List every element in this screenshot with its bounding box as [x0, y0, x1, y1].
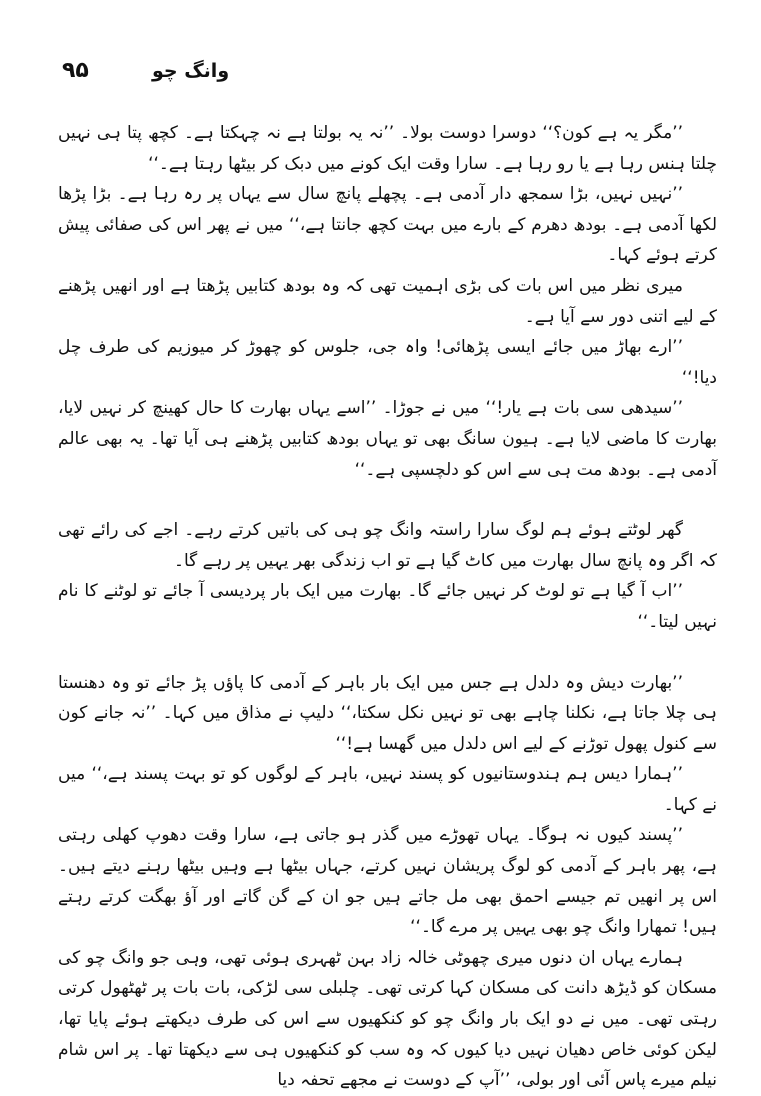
paragraph: گھر لوٹتے ہوئے ہم لوگ سارا راستہ وانگ چو ہی کی باتیں کرتے رہے۔ اجے کی رائے تھی کہ اگر وہ پانچ سال بھارت میں کاٹ گیا ہے تو اب زندگی بھر یہیں پر رہے گا۔ — [58, 520, 717, 571]
running-title: وانگ چو — [152, 60, 230, 82]
paragraph: ’’بھارت دیش وہ دلدل ہے جس میں ایک بار باہر کے آدمی کا پاؤں پڑ جائے تو وہ دھنستا ہی چلا جاتا ہے، نکلنا چاہے بھی تو نہیں نکل سکتا،‘‘ دلیپ نے مذاق میں کہا۔ ’’نہ جانے کون سے کنول پھول توڑنے کے لیے اس دلدل میں گھسا ہے!‘‘ — [58, 672, 717, 754]
paragraph: ’’مگر یہ ہے کون؟‘‘ دوسرا دوست بولا۔ ’’نہ یہ بولتا ہے نہ چہکتا ہے۔ کچھ پتا ہی نہیں چلتا ہنس رہا ہے یا رو رہا ہے۔ سارا وقت ایک کونے میں دبک کر بیٹھا رہتا ہے۔‘‘ — [58, 123, 717, 174]
paragraph: ’’سیدھی سی بات ہے یار!‘‘ میں نے جوڑا۔ ’’اسے یہاں بھارت کا حال کھینچ کر نہیں لایا، بھارت کا ماضی لایا ہے۔ ہیون سانگ بھی تو یہاں بودھ کتابیں پڑھنے ہی آیا تھا۔ یہ بھی عالم آدمی ہے۔ بودھ مت ہی سے اس کو دلچسپی ہے۔‘‘ — [58, 398, 717, 480]
page-header — [62, 58, 699, 92]
paragraph: ’’ارے بھاڑ میں جائے ایسی پڑھائی! واہ جی، جلوس کو چھوڑ کر میوزیم کی طرف چل دیا!‘‘ — [58, 337, 717, 388]
paragraph: میری نظر میں اس بات کی بڑی اہمیت تھی کہ وہ بودھ کتابیں پڑھتا ہے اور انھیں پڑھنے کے لیے اتنی دور سے آیا ہے۔ — [58, 275, 717, 327]
paragraph: ’’نہیں نہیں، بڑا سمجھ دار آدمی ہے۔ پچھلے پانچ سال سے یہاں پر رہ رہا ہے۔ بڑا پڑھا لکھا آدمی ہے۔ بودھ دھرم کے بارے میں بہت کچھ جانتا ہے،‘‘ میں نے پھر اس کی صفائی پیش کرتے ہوئے کہا۔ — [58, 184, 717, 266]
paragraph: ’’اب آ گیا ہے تو لوٹ کر نہیں جائے گا۔ بھارت میں ایک بار پردیسی آ جائے تو لوٹنے کا نام نہیں لیتا۔‘‘ — [58, 581, 717, 632]
page-number: ۹۵ — [62, 58, 89, 83]
body-text — [58, 118, 717, 1096]
paragraph: ’’ہمارا دیس ہم ہندوستانیوں کو پسند نہیں، باہر کے لوگوں کو تو بہت پسند ہے،‘‘ میں نے کہا۔ — [58, 764, 717, 815]
paragraph: ہمارے یہاں ان دنوں میری چھوٹی خالہ زاد بہن ٹھہری ہوئی تھی، وہی جو وانگ چو کی مسکان کو ڈیڑھ دانت کی مسکان کہا کرتی تھی۔ چلبلی سی لڑکی، بات بات پر ٹھٹھول کرتی رہتی تھی۔ میں نے دو ایک بار وانگ چو کو کنکھیوں سے اس کی طرف دیکھتے ہوئے پایا تھا، لیکن کوئی خاص دھیان نہیں دیا کیوں کہ وہ سب کو کنکھیوں ہی سے دیکھتا تھا۔ پر اس شام نیلم میرے پاس آئی اور بولی، ’’آپ کے دوست نے مجھے تحفہ دیا — [58, 947, 717, 1091]
paragraph: ’’پسند کیوں نہ ہوگا۔ یہاں تھوڑے میں گذر ہو جاتی ہے، سارا وقت دھوپ کھلی رہتی ہے، پھر باہر کے آدمی کو لوگ پریشان نہیں کرتے، جہاں بیٹھا ہے وہیں بیٹھا رہنے دیتے ہیں۔ اس پر انھیں تم جیسے احمق بھی مل جاتے ہیں جو ان کے گن گاتے اور آؤ بھگت کرتے رہتے ہیں! تمھارا وانگ چو بھی یہیں پر مرے گا۔‘‘ — [58, 825, 717, 938]
